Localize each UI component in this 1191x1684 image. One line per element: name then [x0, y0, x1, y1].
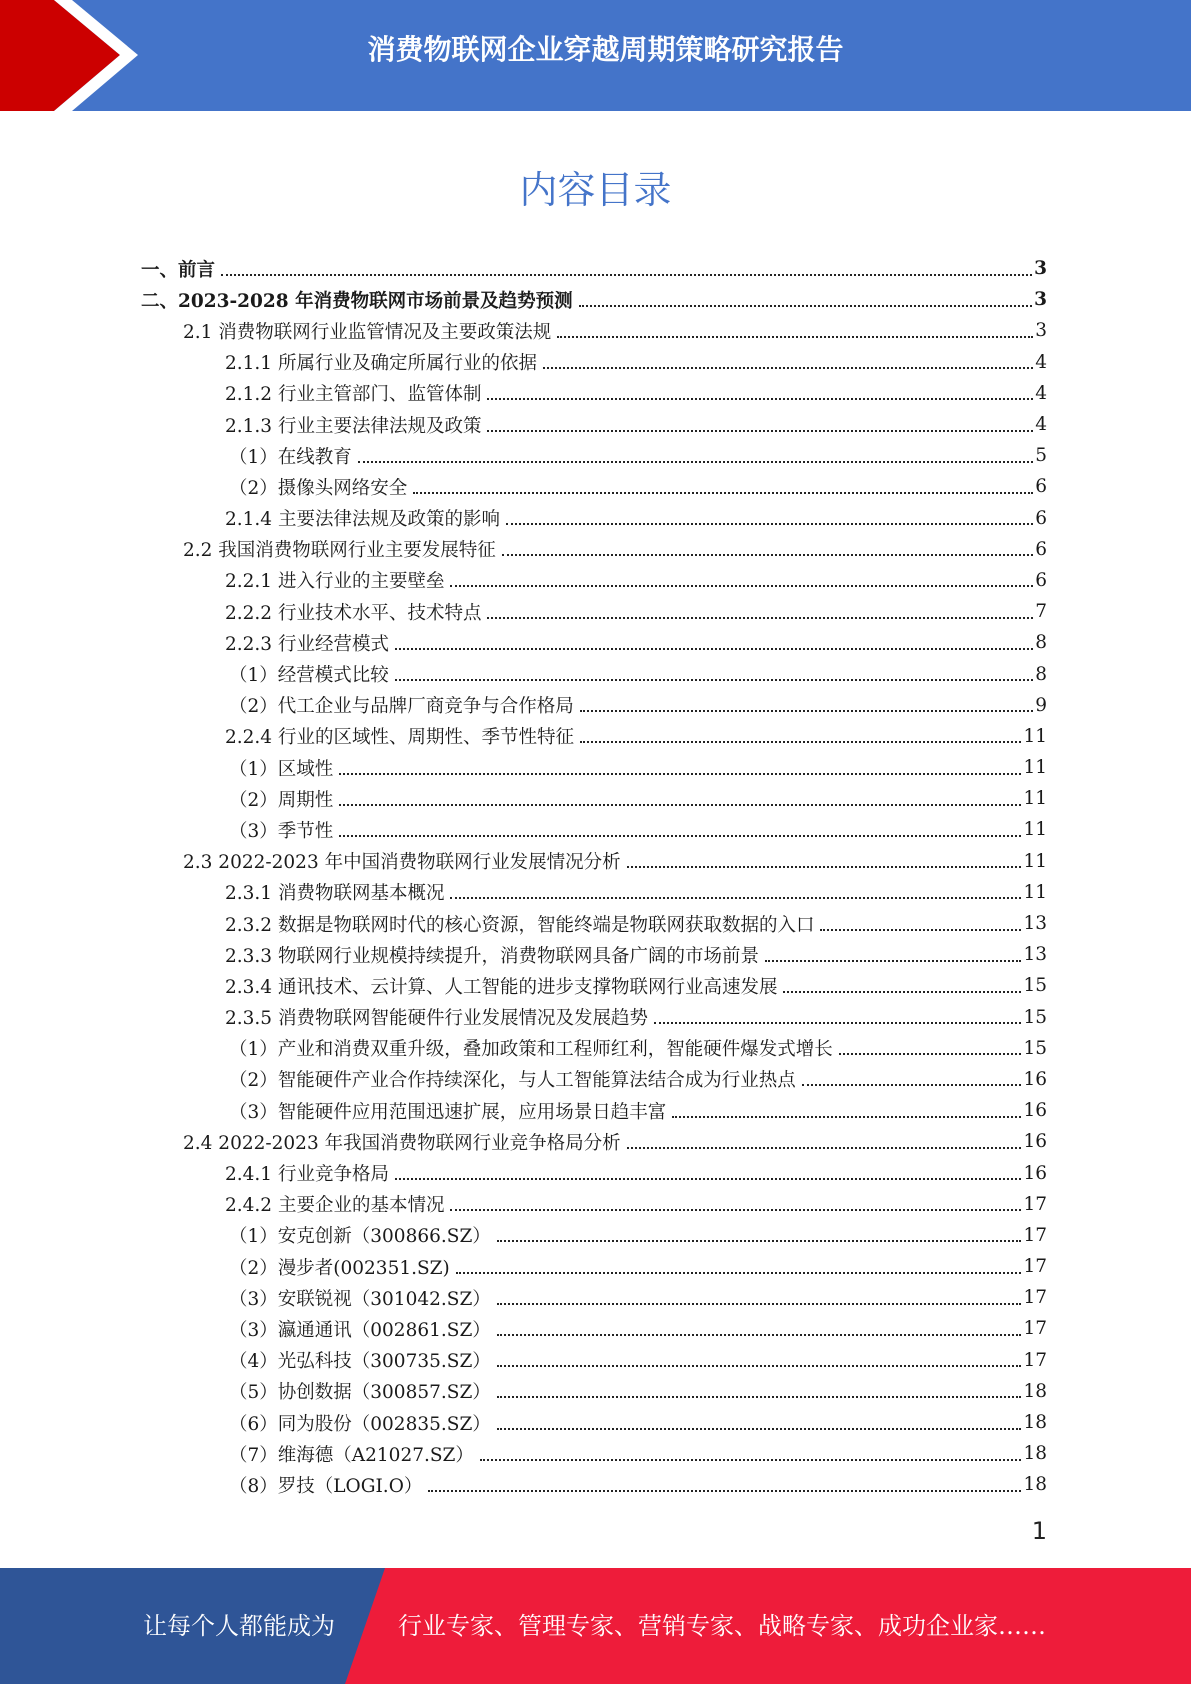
toc-dot-leader: [487, 398, 1033, 400]
toc-entry-page: 15: [1023, 1006, 1047, 1028]
toc-entry-label: 2.2.1 进入行业的主要壁垒: [225, 571, 445, 593]
toc-dot-leader: [456, 1272, 1022, 1274]
toc-entry[interactable]: [0, 1002, 1191, 1033]
toc-entry-page: 16: [1023, 1068, 1047, 1090]
toc-entry-label: 2.1 消费物联网行业监管情况及主要政策法规: [183, 321, 552, 343]
toc-entry-page: 4: [1035, 382, 1047, 404]
toc-dot-leader: [395, 1178, 1021, 1180]
toc-entry-page: 13: [1023, 913, 1047, 935]
toc-dot-leader: [339, 835, 1021, 837]
toc-entry-page: 11: [1023, 819, 1047, 841]
toc-entry[interactable]: [0, 970, 1191, 1001]
toc-entry-label: （2）摄像头网络安全: [229, 477, 408, 499]
toc-dot-leader: [395, 679, 1033, 681]
toc-entry-page: 18: [1023, 1474, 1047, 1496]
toc-title: 内容目录: [519, 168, 672, 212]
toc-entry-label: （7）维海德（A21027.SZ）: [229, 1444, 474, 1466]
toc-entry-label: （1）经营模式比较: [229, 665, 389, 687]
toc-entry[interactable]: [0, 627, 1191, 658]
toc-entry[interactable]: [0, 690, 1191, 721]
toc-dot-leader: [395, 648, 1033, 650]
toc-entry-label: 2.1.4 主要法律法规及政策的影响: [225, 509, 500, 531]
toc-entry[interactable]: [0, 1220, 1191, 1251]
toc-entry[interactable]: [0, 908, 1191, 939]
toc-dot-leader: [339, 804, 1021, 806]
toc-dot-leader: [413, 492, 1033, 494]
toc-dot-leader: [487, 617, 1033, 619]
toc-entry[interactable]: [0, 315, 1191, 346]
toc-entry-page: 3: [1034, 258, 1047, 280]
toc-entry-label: 2.2.3 行业经营模式: [225, 633, 389, 655]
toc-dot-leader: [497, 1303, 1022, 1305]
toc-entry-page: 11: [1023, 757, 1047, 779]
toc-entry[interactable]: [0, 596, 1191, 627]
toc-entry-page: 17: [1023, 1349, 1047, 1371]
toc-entry[interactable]: [0, 503, 1191, 534]
toc-dot-leader: [487, 430, 1033, 432]
toc-dot-leader: [450, 585, 1033, 587]
toc-entry-label: 2.3.5 消费物联网智能硬件行业发展情况及发展趋势: [225, 1008, 648, 1030]
toc-dot-leader: [654, 1022, 1021, 1024]
toc-dot-leader: [497, 1240, 1022, 1242]
toc-entry-page: 18: [1023, 1443, 1047, 1465]
toc-dot-leader: [557, 336, 1033, 338]
toc-entry[interactable]: [0, 877, 1191, 908]
toc-entry-page: 8: [1035, 663, 1047, 685]
toc-entry-page: 15: [1023, 975, 1047, 997]
toc-entry-page: 3: [1034, 289, 1047, 311]
toc-dot-leader: [839, 1053, 1022, 1055]
toc-entry-label: （1）区域性: [229, 758, 334, 780]
toc-dot-leader: [820, 929, 1021, 931]
page-number: 1: [1031, 1517, 1047, 1545]
toc-entry[interactable]: [0, 1407, 1191, 1438]
report-title: 消费物联网企业穿越周期策略研究报告: [367, 33, 844, 66]
toc-entry-page: 6: [1035, 569, 1047, 591]
toc-entry[interactable]: [0, 409, 1191, 440]
toc-dot-leader: [497, 1334, 1022, 1336]
toc-entry-page: 6: [1035, 538, 1047, 560]
toc-entry[interactable]: [0, 1095, 1191, 1126]
toc-entry-page: 11: [1023, 881, 1047, 903]
toc-entry-page: 18: [1023, 1380, 1047, 1402]
toc-entry-page: 8: [1035, 632, 1047, 654]
toc-entry[interactable]: [0, 1282, 1191, 1313]
toc-entry-page: 17: [1023, 1224, 1047, 1246]
toc-dot-leader: [428, 1490, 1021, 1492]
toc-entry-label: （2）周期性: [229, 789, 334, 811]
toc-dot-leader: [783, 991, 1021, 993]
toc-entry[interactable]: [0, 1376, 1191, 1407]
toc-entry-page: 17: [1023, 1318, 1047, 1340]
footer-slogan-right: 行业专家、管理专家、营销专家、战略专家、成功企业家……: [398, 1612, 1046, 1640]
toc-entry-label: 2.3.1 消费物联网基本概况: [225, 883, 445, 905]
toc-entry-label: 2.2 我国消费物联网行业主要发展特征: [183, 540, 496, 562]
toc-entry-page: 5: [1035, 445, 1047, 467]
toc-entry-label: 2.1.3 行业主要法律法规及政策: [225, 415, 482, 437]
toc-entry[interactable]: [0, 814, 1191, 845]
toc-entry-label: （3）季节性: [229, 820, 334, 842]
toc-entry-page: 4: [1035, 351, 1047, 373]
toc-dot-leader: [450, 897, 1021, 899]
toc-dot-leader: [502, 554, 1033, 556]
toc-entry-label: （2）代工企业与品牌厂商竞争与合作格局: [229, 696, 574, 718]
toc-entry-label: （5）协创数据（300857.SZ）: [229, 1382, 491, 1404]
toc-entry-page: 11: [1023, 850, 1047, 872]
toc-entry[interactable]: [0, 565, 1191, 596]
toc-entry-page: 11: [1023, 788, 1047, 810]
toc-dot-leader: [627, 866, 1022, 868]
toc-entry[interactable]: [0, 1469, 1191, 1500]
toc-entry-label: 2.2.2 行业技术水平、技术特点: [225, 602, 482, 624]
toc-dot-leader: [580, 710, 1033, 712]
toc-entry[interactable]: [0, 1033, 1191, 1064]
toc-entry-label: 2.3.2 数据是物联网时代的核心资源，智能终端是物联网获取数据的入口: [225, 914, 815, 936]
toc-dot-leader: [543, 367, 1033, 369]
toc-entry[interactable]: [0, 783, 1191, 814]
toc-entry-page: 3: [1035, 320, 1047, 342]
toc-entry-page: 16: [1023, 1131, 1047, 1153]
toc-entry[interactable]: [0, 253, 1191, 284]
toc-entry-label: （8）罗技（LOGI.O）: [229, 1475, 423, 1497]
toc-entry[interactable]: [0, 846, 1191, 877]
toc-entry[interactable]: [0, 721, 1191, 752]
toc-dot-leader: [497, 1365, 1022, 1367]
toc-entry-page: 16: [1023, 1162, 1047, 1184]
toc-dot-leader: [497, 1428, 1022, 1430]
toc-entry-page: 7: [1035, 601, 1047, 623]
toc-entry-label: （2）智能硬件产业合作持续深化，与人工智能算法结合成为行业热点: [229, 1070, 796, 1092]
toc-dot-leader: [497, 1396, 1022, 1398]
toc-dot-leader: [339, 773, 1021, 775]
toc-entry-page: 17: [1023, 1256, 1047, 1278]
toc-entry-label: （4）光弘科技（300735.SZ）: [229, 1351, 491, 1373]
toc-entry[interactable]: [0, 1251, 1191, 1282]
toc-entry[interactable]: [0, 752, 1191, 783]
toc-dot-leader: [672, 1116, 1021, 1118]
toc-entry-label: （3）智能硬件应用范围迅速扩展，应用场景日趋丰富: [229, 1101, 667, 1123]
toc-entry-label: 2.3.3 物联网行业规模持续提升，消费物联网具备广阔的市场前景: [225, 945, 759, 967]
table-of-contents: [0, 253, 1191, 1501]
toc-entry[interactable]: [0, 1313, 1191, 1344]
toc-dot-leader: [765, 960, 1021, 962]
toc-entry-page: 18: [1023, 1412, 1047, 1434]
toc-entry-label: （1）产业和消费双重升级，叠加政策和工程师红利，智能硬件爆发式增长: [229, 1039, 833, 1061]
toc-entry-label: （3）安联锐视（301042.SZ）: [229, 1288, 491, 1310]
toc-entry-label: （3）瀛通通讯（002861.SZ）: [229, 1319, 491, 1341]
toc-dot-leader: [627, 1147, 1022, 1149]
toc-entry[interactable]: [0, 1438, 1191, 1469]
page-footer: [0, 1568, 1191, 1684]
toc-entry[interactable]: [0, 1126, 1191, 1157]
toc-entry[interactable]: [0, 284, 1191, 315]
toc-entry-label: 二、2023-2028 年消费物联网市场前景及趋势预测: [141, 290, 573, 312]
page-header: [0, 0, 1191, 111]
footer-slogan-left: 让每个人都能成为: [143, 1612, 335, 1640]
toc-entry-label: 2.3.4 通讯技术、云计算、人工智能的进步支撑物联网行业高速发展: [225, 976, 778, 998]
toc-entry-page: 6: [1035, 507, 1047, 529]
toc-entry-label: 2.1.1 所属行业及确定所属行业的依据: [225, 353, 537, 375]
toc-entry-label: 一、前言: [141, 259, 216, 281]
toc-entry-page: 13: [1023, 944, 1047, 966]
toc-entry-page: 4: [1035, 414, 1047, 436]
toc-dot-leader: [450, 1209, 1021, 1211]
toc-entry[interactable]: [0, 347, 1191, 378]
toc-entry-label: （1）安克创新（300866.SZ）: [229, 1226, 491, 1248]
toc-entry-label: （1）在线教育: [229, 446, 352, 468]
toc-entry[interactable]: [0, 378, 1191, 409]
toc-entry[interactable]: [0, 1189, 1191, 1220]
toc-dot-leader: [221, 274, 1032, 276]
toc-dot-leader: [802, 1084, 1022, 1086]
toc-entry[interactable]: [0, 440, 1191, 471]
toc-entry-label: （6）同为股份（002835.SZ）: [229, 1413, 491, 1435]
toc-entry-label: 2.4.2 主要企业的基本情况: [225, 1195, 445, 1217]
toc-entry[interactable]: [0, 1345, 1191, 1376]
toc-entry[interactable]: [0, 534, 1191, 565]
toc-dot-leader: [506, 523, 1033, 525]
toc-entry-label: （2）漫步者(002351.SZ): [229, 1257, 450, 1279]
toc-dot-leader: [579, 305, 1033, 307]
toc-entry[interactable]: [0, 939, 1191, 970]
toc-entry-page: 16: [1023, 1100, 1047, 1122]
toc-entry-page: 15: [1023, 1037, 1047, 1059]
toc-entry-label: 2.4.1 行业竞争格局: [225, 1164, 389, 1186]
toc-entry-label: 2.2.4 行业的区域性、周期性、季节性特征: [225, 727, 574, 749]
toc-dot-leader: [358, 461, 1033, 463]
toc-entry-page: 6: [1035, 476, 1047, 498]
toc-entry-page: 11: [1023, 725, 1047, 747]
toc-entry[interactable]: [0, 658, 1191, 689]
toc-entry[interactable]: [0, 471, 1191, 502]
toc-entry-page: 17: [1023, 1193, 1047, 1215]
toc-entry-label: 2.4 2022-2023 年我国消费物联网行业竞争格局分析: [183, 1132, 621, 1154]
toc-entry[interactable]: [0, 1064, 1191, 1095]
toc-entry-page: 9: [1035, 694, 1047, 716]
toc-entry-label: 2.3 2022-2023 年中国消费物联网行业发展情况分析: [183, 852, 621, 874]
toc-entry-page: 17: [1023, 1287, 1047, 1309]
toc-dot-leader: [580, 741, 1021, 743]
toc-dot-leader: [480, 1459, 1022, 1461]
toc-entry-label: 2.1.2 行业主管部门、监管体制: [225, 384, 482, 406]
toc-entry[interactable]: [0, 1157, 1191, 1188]
